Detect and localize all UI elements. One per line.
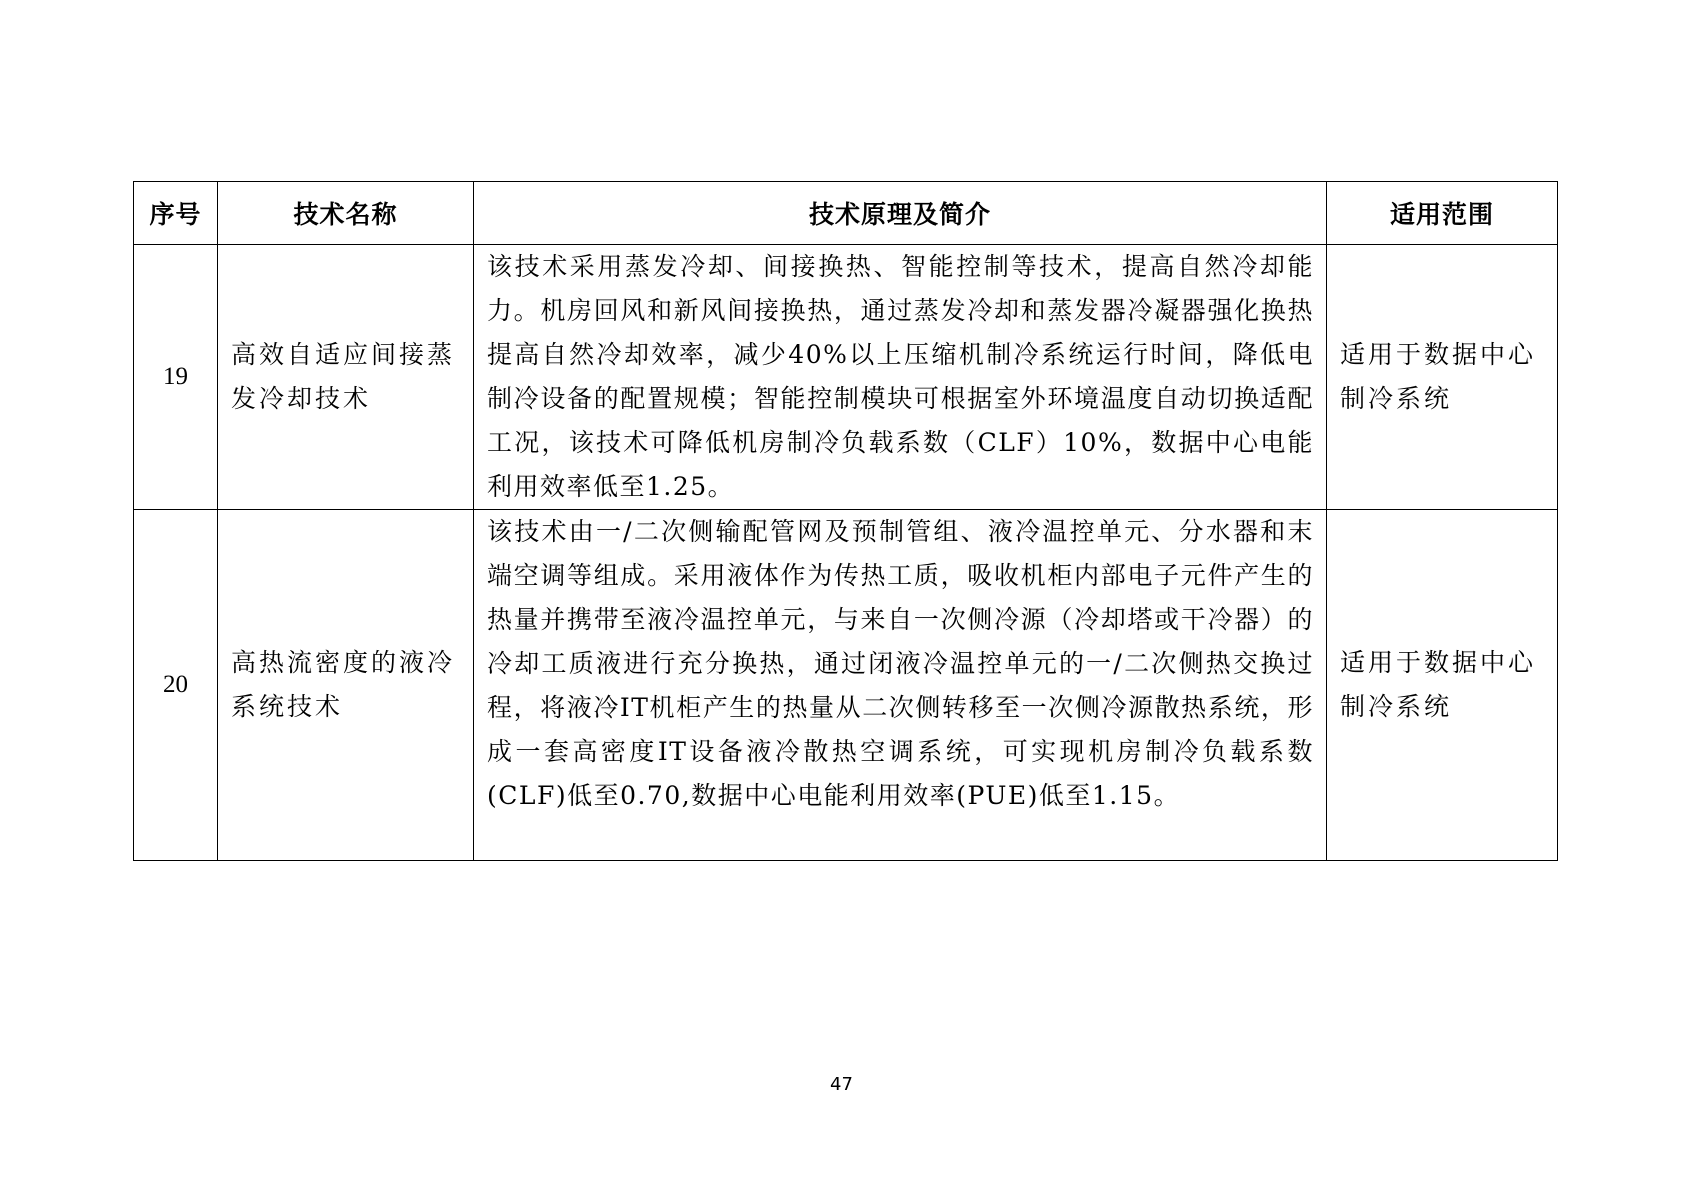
technology-name: 高热流密度的液冷系统技术: [218, 510, 474, 861]
page-number: 47: [830, 1074, 853, 1095]
technology-description: 该技术由一/二次侧输配管网及预制管组、液冷温控单元、分水器和末端空调等组成。采用液体作为传热工质，吸收机柜内部电子元件产生的热量并携带至液冷温控单元，与来自一次侧冷源（冷却塔或干冷器）的冷却工质液进行充分换热，通过闭液冷温控单元的一/二次侧热交换过程，将液冷IT机柜产生的热量从二次侧转移至一次侧冷源散热系统，形成一套高密度IT设备液冷散热空调系统，可实现机房制冷负载系数(CLF)低至0.70,数据中心电能利用效率(PUE)低至1.15。: [474, 510, 1327, 861]
row-number: 20: [134, 510, 218, 861]
technology-description: 该技术采用蒸发冷却、间接换热、智能控制等技术，提高自然冷却能力。机房回风和新风间接换热，通过蒸发冷却和蒸发器冷凝器强化换热提高自然冷却效率，减少40%以上压缩机制冷系统运行时间，降低电制冷设备的配置规模；智能控制模块可根据室外环境温度自动切换适配工况，该技术可降低机房制冷负载系数（CLF）10%，数据中心电能利用效率低至1.25。: [474, 245, 1327, 510]
technology-table: [133, 181, 1558, 861]
table-row: [134, 245, 1558, 510]
application-scope: 适用于数据中心制冷系统: [1327, 510, 1558, 861]
application-scope: 适用于数据中心制冷系统: [1327, 245, 1558, 510]
header-principle-description: 技术原理及简介: [474, 182, 1327, 245]
technology-name: 高效自适应间接蒸发冷却技术: [218, 245, 474, 510]
table-header-row: [134, 182, 1558, 245]
table-row: [134, 510, 1558, 861]
header-scope: 适用范围: [1327, 182, 1558, 245]
header-technology-name: 技术名称: [218, 182, 474, 245]
row-number: 19: [134, 245, 218, 510]
header-serial-number: 序号: [134, 182, 218, 245]
